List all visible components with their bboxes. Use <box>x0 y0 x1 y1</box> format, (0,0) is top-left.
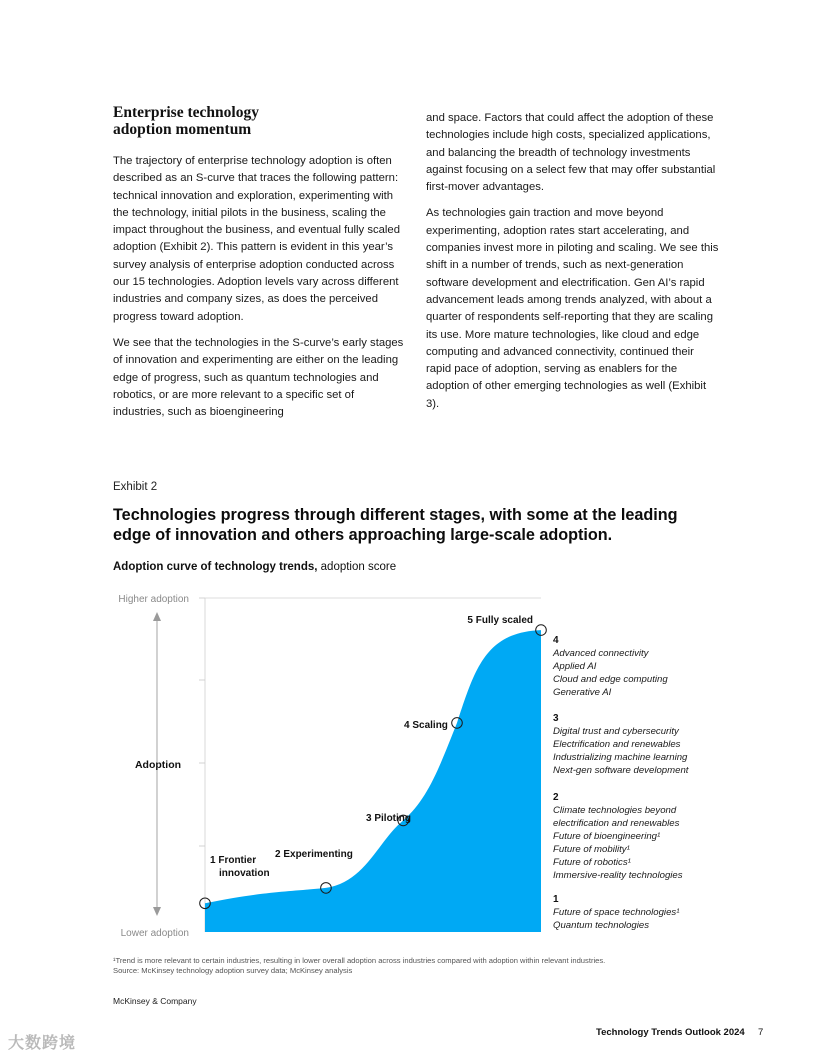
y-axis-title: Adoption <box>134 759 182 771</box>
right-paragraph-2: As technologies gain traction and move beyond experimenting, adoption rates start accelerating, and companies invest more in piloting and scaling. We see this shift in a number of trends, such as next-generation software development and electrification. Gen AI’s rapid advancement leads among trends analyzed, with about a quarter of respondents self-reporting that they are scaling its use. More mature technologies, like cloud and edge computing and advanced connectivity, continued their rapid pace of adoption, serving as enablers for the adoption of other emerging technologies as well (Exhibit 3). <box>426 207 719 410</box>
score-group-3-item-4: Next-gen software development <box>553 765 689 776</box>
section-heading-line2: adoption momentum <box>113 121 252 138</box>
score-group-3-item-3: Industrializing machine learning <box>553 752 688 763</box>
left-paragraph-1: The trajectory of enterprise technology adoption is often described as an S-curve that traces the following pattern: technical innovation and exploration, experimenting with the technology, initial pilots in the business, scaling the impact throughout the business, and eventual fully scaled adoption (Exhibit 2). This pattern is evident in this year’s survey analysis of enterprise adoption conducted across our 15 technologies. Adoption levels vary across different industries and company sizes, as does the perceived progress toward adoption. <box>113 155 400 323</box>
section-heading-line1: Enterprise technology <box>113 104 259 121</box>
chart-subtitle-rest: adoption score <box>317 561 397 573</box>
score-group-4-item-1: Advanced connectivity <box>553 648 649 659</box>
stage-label-2: 2 Experimenting <box>275 849 353 860</box>
score-group-2-number: 2 <box>553 792 559 803</box>
score-group-4-number: 4 <box>553 635 559 646</box>
left-paragraph-2: We see that the technologies in the S-curve’s early stages of innovation and experimenting are either on the leading edge of progress, such as quantum technologies and robotics, or are more relevant to a specific set of industries, such as bioengineering <box>113 336 404 419</box>
score-group-3-number: 3 <box>553 713 559 724</box>
score-group-4-item-4: Generative AI <box>553 687 612 698</box>
stage-label-1-line2: innovation <box>219 868 270 879</box>
stage-label-3: 3 Piloting <box>366 813 411 824</box>
score-groups <box>552 635 689 931</box>
score-group-2-item-2: electrification and renewables <box>553 818 680 829</box>
score-group-2-item-1: Climate technologies beyond <box>553 805 677 816</box>
exhibit-title: Technologies progress through different stages, with some at the leading edge of innovation and others approaching large-scale adoption. <box>113 506 678 544</box>
arrow-head-down <box>153 907 161 916</box>
footnote-source: Source: McKinsey technology adoption survey data; McKinsey analysis <box>113 966 353 975</box>
score-group-1-item-1: Future of space technologies¹ <box>553 907 680 918</box>
score-group-3-item-1: Digital trust and cybersecurity <box>553 726 679 737</box>
exhibit-label: Exhibit 2 <box>113 481 158 493</box>
score-group-2-item-6: Immersive-reality technologies <box>553 870 683 881</box>
score-group-4-item-3: Cloud and edge computing <box>553 674 668 685</box>
score-group-4-item-2: Applied AI <box>553 661 597 672</box>
score-group-1-item-2: Quantum technologies <box>553 920 649 931</box>
arrow-head-up <box>153 612 161 621</box>
stage-label-5: 5 Fully scaled <box>467 615 533 626</box>
score-group-2-item-5: Future of robotics¹ <box>553 857 631 868</box>
adoption-area <box>205 630 541 932</box>
score-group-2-item-4: Future of mobility¹ <box>553 844 630 855</box>
score-group-1-number: 1 <box>553 894 559 905</box>
stage-label-4: 4 Scaling <box>404 720 448 731</box>
y-axis-bottom-label: Lower adoption <box>120 928 189 939</box>
y-axis-top-label: Higher adoption <box>118 594 189 605</box>
page-number: 7 <box>758 1027 764 1038</box>
watermark-logo: 大数跨境 <box>8 1035 77 1052</box>
stage-label-1: 1 Frontier <box>210 855 257 866</box>
footer-report-title: Technology Trends Outlook 2024 <box>596 1027 745 1038</box>
footnote <box>113 956 733 976</box>
score-group-2-item-3: Future of bioengineering¹ <box>553 831 661 842</box>
score-group-3-item-2: Electrification and renewables <box>553 739 681 750</box>
chart-subtitle-bold: Adoption curve of technology trends, <box>113 561 318 573</box>
footnote-line1: ¹Trend is more relevant to certain industries, resulting in lower overall adoption across industries compared with adoption within relevant industries. <box>113 956 606 965</box>
right-paragraph-1: and space. Factors that could affect the adoption of these technologies include high costs, specialized applications, and balancing the breadth of technology investments against focusing on a select few that may offer substantial first-mover advantages. <box>426 112 716 194</box>
brand-name: McKinsey & Company <box>113 996 197 1006</box>
